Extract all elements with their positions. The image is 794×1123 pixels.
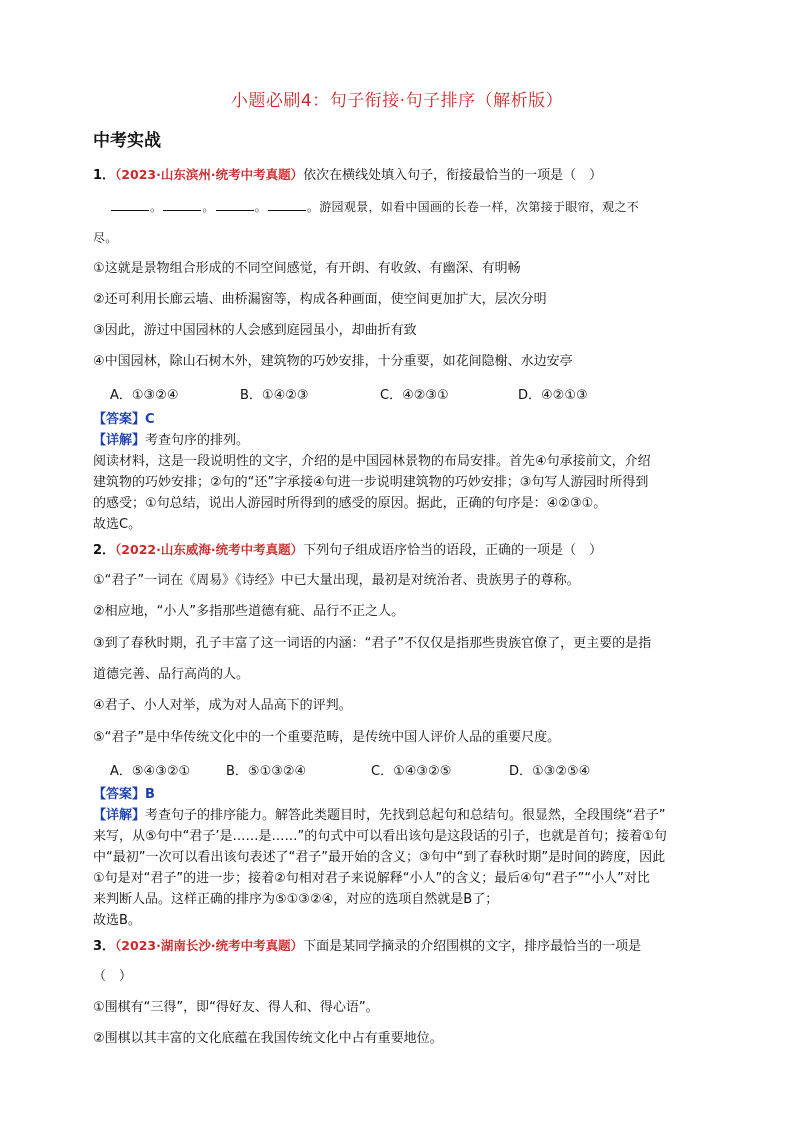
question-text: 下列句子组成语序恰当的语段，正确的一项是（ ） bbox=[303, 543, 603, 558]
detail-text: 建筑物的巧妙安排；②句的“还”字承接④句进一步说明建筑物的巧妙安排；③句写人游园时所得到 bbox=[93, 475, 649, 490]
question-3-stem bbox=[93, 936, 641, 957]
option-c: C．①④③②⑤ bbox=[371, 764, 452, 779]
list-item: ①“君子”一词在《周易》《诗经》中已大量出现，最初是对统治者、贵族男子的尊称。 bbox=[93, 573, 580, 588]
question-number: 1． bbox=[93, 168, 116, 183]
answer-tag: 【答案】 bbox=[93, 412, 146, 427]
question-source: （2023·湖南长沙·统考中考真题） bbox=[115, 938, 304, 953]
answer-value: B bbox=[145, 787, 155, 802]
question-text: 下面是某同学摘录的介绍围棋的文字，排序最恰当的一项是 bbox=[303, 939, 642, 954]
list-item: ②还可利用长廊云墙、曲桥漏窗等，构成各种画面，使空间更加扩大，层次分明 bbox=[93, 292, 547, 307]
answer-tag: 【答案】 bbox=[93, 787, 146, 802]
list-item: ①这就是景物组合形成的不同空间感觉，有开朗、有收敛、有幽深、有明畅 bbox=[93, 261, 521, 276]
list-item: ⑤“君子”是中华传统文化中的一个重要范畴，是传统中国人评价人品的重要尺度。 bbox=[93, 730, 561, 745]
list-item: ④君子、小人对举，成为对人品高下的评判。 bbox=[93, 698, 352, 713]
blank-4 bbox=[268, 198, 306, 211]
detail-text: 来判断人品。这样正确的排序为⑤①③②④，对应的选项自然就是B了； bbox=[93, 892, 499, 907]
option-d: D．①③②⑤④ bbox=[509, 764, 591, 779]
list-item: ②围棋以其丰富的文化底蕴在我国传统文化中占有重要地位。 bbox=[93, 1031, 443, 1046]
option-c: C．④②③① bbox=[380, 388, 449, 403]
detail-tag: 【详解】 bbox=[93, 433, 146, 448]
question-2-stem bbox=[93, 540, 602, 561]
option-d: D．④②①③ bbox=[518, 388, 588, 403]
answer-line bbox=[93, 410, 155, 430]
answer-paren: （ ） bbox=[93, 969, 133, 984]
detail-text: 来写，从⑤句中“君子’是……是……”的句式中可以看出该句是这段话的引子，也就是首句；接着①句 bbox=[93, 829, 667, 844]
detail-text: 中“最初”一次可以看出该句表述了“君子”最开始的含义；③句中“到了春秋时期”是时间的跨度，因此 bbox=[93, 850, 666, 865]
question-source: （2023·山东滨州·统考中考真题） bbox=[115, 167, 304, 182]
answer-value: C bbox=[145, 412, 155, 427]
question-1-stem bbox=[93, 165, 602, 186]
list-item: ①围棋有“三得”，即“得好友、得人和、得心语”。 bbox=[93, 1000, 379, 1015]
detail-line: 【详解】考查句序的排列。 bbox=[93, 433, 250, 448]
question-2-options bbox=[110, 760, 590, 779]
question-number: 2． bbox=[93, 543, 116, 558]
list-item: ③因此，游过中国园林的人会感到庭园虽小，却曲折有致 bbox=[93, 323, 417, 338]
blank-1 bbox=[111, 198, 149, 211]
page-title: 小题必刷4：句子衔接·句子排序（解析版） bbox=[230, 91, 564, 111]
list-item: ③到了春秋时期，孔子丰富了这一词语的内涵：“君子”不仅仅是指那些贵族官僚了，更主要的是指 bbox=[93, 636, 652, 651]
option-a: A．①③②④ bbox=[110, 388, 179, 403]
detail-line: 【详解】考查句子的排序能力。解答此类题目时，先找到总起句和总结句。很显然，全段围绕“君子” bbox=[93, 808, 666, 823]
option-b: B．①④②③ bbox=[240, 388, 309, 403]
detail-tag: 【详解】 bbox=[93, 808, 146, 823]
option-b: B．⑤①③②④ bbox=[226, 764, 307, 779]
list-item: 道德完善、品行高尚的人。 bbox=[93, 667, 250, 682]
detail-text: 的感受；①句总结，说出人游园时所得到的感受的原因。据此，正确的句序是：④②③①。 bbox=[93, 496, 607, 511]
question-1-passage: 。 。 。 。游园观景，如看中国画的长卷一样，次第接于眼帘，观之不 bbox=[110, 197, 639, 217]
blank-3 bbox=[216, 198, 254, 211]
option-a: A．⑤④③②① bbox=[110, 764, 191, 779]
question-1-passage-end: 尽。 bbox=[93, 231, 118, 245]
question-number: 3． bbox=[93, 939, 116, 954]
list-item: ②相应地，“小人”多指那些道德有疵、品行不正之人。 bbox=[93, 604, 405, 619]
detail-text: ①句是对“君子”的进一步；接着②句相对君子来说解释“小人”的含义；最后④句“君子”“小人”对比 bbox=[93, 871, 650, 886]
question-source: （2022·山东威海·统考中考真题） bbox=[115, 542, 304, 557]
question-1-options bbox=[110, 384, 588, 403]
detail-text: 故选C。 bbox=[93, 517, 142, 532]
list-item: ④中国园林，除山石树木外，建筑物的巧妙安排，十分重要，如花间隐榭、水边安亭 bbox=[93, 354, 573, 369]
section-title: 中考实战 bbox=[93, 131, 161, 151]
detail-text: 阅读材料，这是一段说明性的文字，介绍的是中国园林景物的布局安排。首先④句承接前文，介绍 bbox=[93, 454, 651, 469]
detail-text: 故选B。 bbox=[93, 913, 141, 928]
question-text: 依次在横线处填入句子，衔接最恰当的一项是（ ） bbox=[303, 168, 603, 183]
blank-2 bbox=[163, 198, 201, 211]
answer-line bbox=[93, 785, 155, 805]
passage-text: 。游园观景，如看中国画的长卷一样，次第接于眼帘，观之不 bbox=[306, 200, 640, 214]
